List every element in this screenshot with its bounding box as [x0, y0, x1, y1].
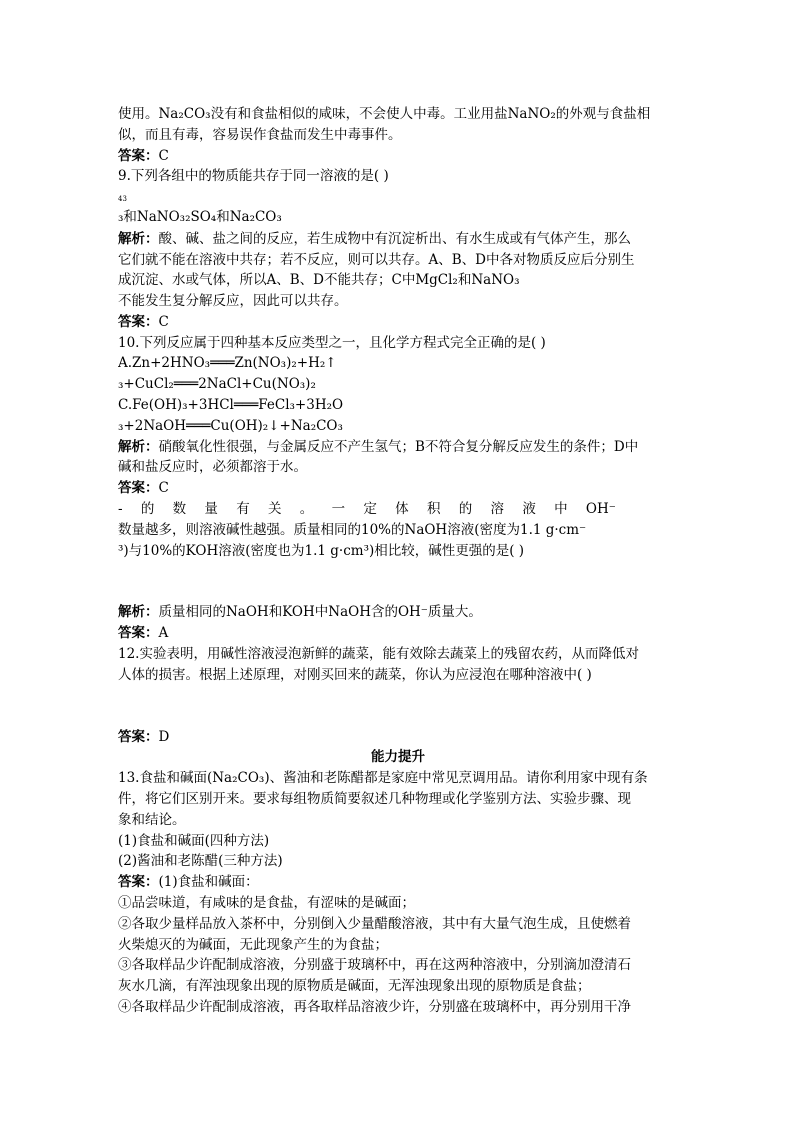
method-2: ②各取少量样品放入茶杯中，分别倒入少量醋酸溶液，其中有大量气泡生成，且使燃着: [118, 916, 631, 932]
question-10: 10.下列反应属于四种基本反应类型之一，且化学方程式完全正确的是( ): [118, 335, 546, 351]
section-heading: 能力提升: [371, 749, 425, 765]
answer-line: [118, 146, 678, 166]
analysis-line: [118, 602, 678, 622]
analysis-label: 解析：: [118, 604, 159, 620]
answer-label: 答案：: [118, 314, 159, 330]
answer-label: 答案：: [118, 874, 159, 890]
answer-label: 答案：: [118, 480, 159, 496]
text-line: 使用。Na₂CO₃没有和食盐相似的咸味，不会使人中毒。工业用盐NaNO₂的外观与食盐相: [118, 106, 651, 122]
answer-label: 答案：: [118, 625, 159, 641]
answer-label: 答案：: [118, 729, 159, 745]
equation-b: ₃+CuCl₂═══2NaCl+Cu(NO₃)₂: [118, 376, 316, 392]
text-line: 不能发生复分解反应，因此可以共存。: [118, 293, 348, 309]
text-line: 火柴熄灭的为碱面，无此现象产生的为食盐；: [118, 937, 388, 953]
answer-value: (1)食盐和碱面：: [158, 874, 259, 890]
equation-d: ₃+2NaOH═══Cu(OH)₂↓+Na₂CO₃: [118, 418, 343, 434]
answer-line: [118, 478, 678, 498]
question-12: 12.实验表明，用碱性溶液浸泡新鲜的蔬菜，能有效除去蔬菜上的残留农药，从而降低对: [118, 646, 639, 662]
text-line: 它们就不能在溶液中共存；若不反应，则可以共存。A、B、D中各对物质反应后分别生: [118, 252, 635, 268]
analysis-text: 质量相同的NaOH和KOH中NaOH含的OH⁻质量大。: [158, 604, 482, 620]
analysis-line: [118, 229, 678, 249]
question-11: ³)与10%的KOH溶液(密度也为1.1 g·cm³)相比较，碱性更强的是( ): [118, 543, 525, 559]
text-line: 似，而且有毒，容易误作食盐而发生中毒事件。: [118, 127, 402, 143]
text-line: ₃和NaNO₃₂SO₄和Na₂CO₃: [118, 209, 282, 225]
answer-label: 答案：: [118, 148, 159, 164]
text-line: - 的 数 量 有 关 。 一 定 体 积 的 溶 液 中 OH⁻: [118, 501, 616, 517]
equation-c: C.Fe(OH)₃+3HCl═══FeCl₃+3H₂O: [118, 397, 344, 413]
answer-line: [118, 872, 678, 892]
answer-value: C: [158, 314, 169, 330]
answer-line: [118, 312, 678, 332]
analysis-line: [118, 437, 678, 457]
question-13: 13.食盐和碱面(Na₂CO₃)、酱油和老陈醋都是家庭中常见烹调用品。请你利用家中现有条: [118, 770, 648, 786]
answer-value: D: [158, 729, 170, 745]
subquestion-2: (2)酱油和老陈醋(三种方法): [118, 853, 283, 869]
subquestion-1: (1)食盐和碱面(四种方法): [118, 833, 270, 849]
equation-a: A.Zn+2HNO₃═══Zn(NO₃)₂+H₂↑: [118, 355, 337, 371]
answer-value: C: [158, 480, 169, 496]
text-line: 成沉淀、水或气体，所以A、B、D不能共存；C中MgCl₂和NaNO₃: [118, 272, 520, 288]
analysis-text: 酸、碱、盐之间的反应，若生成物中有沉淀析出、有水生成或有气体产生，那么: [158, 231, 631, 247]
method-3: ③各取样品少许配制成溶液，分别盛于玻璃杯中，再在这两种溶液中，分别滴加澄清石: [118, 957, 631, 973]
text-line: 件，将它们区别开来。要求每组物质简要叙述几种物理或化学鉴别方法、实验步骤、现: [118, 791, 631, 807]
text-line: 碱和盐反应时，必须都溶于水。: [118, 459, 307, 475]
answer-value: C: [158, 148, 169, 164]
text-fragment: 43: [118, 195, 127, 203]
analysis-label: 解析：: [118, 439, 159, 455]
method-1: ①品尝味道，有咸味的是食盐，有涩味的是碱面；: [118, 895, 415, 911]
analysis-text: 硝酸氧化性很强，与金属反应不产生氢气；B不符合复分解反应发生的条件；D中: [158, 439, 639, 455]
text-line: 灰水几滴，有浑浊现象出现的原物质是碱面，无浑浊现象出现的原物质是食盐；: [118, 978, 591, 994]
text-line: 数量越多，则溶液碱性越强。质量相同的10%的NaOH溶液(密度为1.1 g·cm⁻: [118, 522, 587, 538]
answer-line: [118, 727, 678, 747]
method-4: ④各取样品少许配制成溶液，再各取样品溶液少许，分别盛在玻璃杯中，再分别用干净: [118, 999, 631, 1015]
text-line: 人体的损害。根据上述原理，对刚买回来的蔬菜，你认为应浸泡在哪种溶液中( ): [118, 667, 592, 683]
analysis-label: 解析：: [118, 231, 159, 247]
answer-value: A: [158, 625, 169, 641]
answer-line: [118, 623, 678, 643]
text-line: 象和结论。: [118, 812, 186, 828]
question-9: 9.下列各组中的物质能共存于同一溶液的是( ): [118, 168, 389, 184]
